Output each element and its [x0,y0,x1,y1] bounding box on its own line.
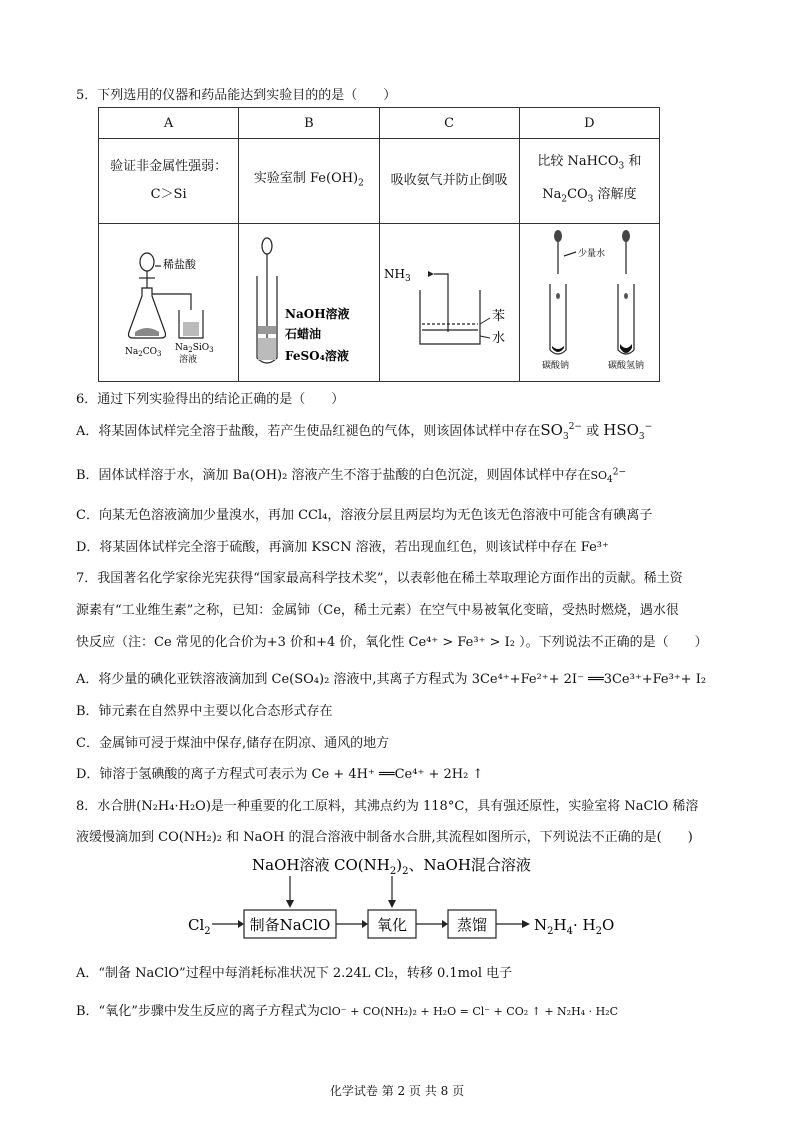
sulfite-ion: $SO_3^{2-}$ [540,421,582,442]
aim-a-line1: 验证非金属性强弱： [110,159,228,174]
q8-line2: 液缓慢滴加到 CO(NH₂)₂ 和 NaOH 的混合溶液中制备水合肼,其流程如图所示，下列说法不正确的是( ) [76,830,693,845]
col-header-d: D [519,108,659,139]
apparatus-c-figure [380,226,520,376]
aim-a-line2: C＞Si [150,187,187,202]
bisulfite-ion: $HSO_3^-$ [603,421,653,442]
sodium-silicate-label: $Na_2SiO_3$ [175,342,214,354]
col-header-a: A [99,108,239,139]
benzene-label: 苯 [491,308,505,324]
naoh-label: NaOH溶液 [285,306,350,321]
ammonia-label: $NH_3$ [383,266,411,284]
figure-a-cell [99,224,239,382]
q8-option-b-equation: ClO⁻ + CO(NH₂)₂ + H₂O = Cl⁻ + CO₂ ↑ + N₂H₄ · H₂C [319,1005,618,1018]
flow-product: $N_2H_4\cdot H_2O$ [534,916,615,937]
q6-option-d: D．将某固体试样完全溶于硫酸，再滴加 KSCN 溶液，若出现血红色，则该试样中存在 Fe³⁺ [76,540,609,555]
col-header-c: C [379,108,519,139]
apparatus-d-figure [520,226,660,376]
figure-b-cell [239,224,379,382]
flow-label-prepare-naclo: 制备NaClO [249,916,331,934]
q8-line1: 8．水合肼(N₂H₄·H₂O)是一种重要的化工原料，其沸点约为 118°C，具有强还原性，实验室将 NaClO 稀溶 [76,799,699,814]
q7-option-d: D．铈溶于氢碘酸的离子方程式可表示为 Ce + 4H⁺ ══Ce⁴⁺ + 2H₂ ↑ [76,767,484,782]
flow-mixed-input: $CO(NH_2)_2$、NaOH混合溶液 [334,856,531,877]
q7-option-a: A．将少量的碘化亚铁溶液滴加到 Ce(SO₄)₂ 溶液中,其离子方程式为 3Ce⁴⁺+Fe²⁺+ 2I⁻ ══3Ce³⁺+Fe³⁺+ I₂ [76,672,707,687]
q6-option-b: B．固体试样溶于水，滴加 Ba(OH)₂ 溶液产生不溶于盐酸的白色沉淀，则固体试样中存在$SO_4^{2-}$ [76,467,627,486]
sodium-carbonate-label: $Na_2CO_3$ [125,346,162,358]
figure-d-cell [519,224,659,382]
aim-d-line1: 比较 NaHCO$_3$ 和 [537,154,642,172]
q7-line1: 7．我国著名化学家徐光宪获得“国家最高科学技术奖”，以表彰他在稀土萃取理论方面作出的贡献。稀土资 [76,571,683,586]
figure-c-cell [379,224,519,382]
sodium-bicarbonate-tube-label: 碳酸氢钠 [607,360,644,371]
aim-b: 实验室制 $Fe(OH)_2$ [239,139,379,224]
sodium-carbonate-tube-label: 碳酸钠 [541,360,569,371]
sulfate-ion: $SO_4^{2-}$ [590,467,627,486]
q7-option-c: C．金属铈可浸于煤油中保存,储存在阴凉、通风的地方 [76,736,390,751]
q7-line3: 快反应（注：Ce 常见的化合价为+3 价和+4 价，氧化性 Ce⁴⁺ > Fe³⁺ > I₂ ）。下列说法不正确的是（ ） [76,635,708,650]
acid-label: 稀盐酸 [163,257,196,271]
apparatus-a-figure [99,226,239,376]
flow-label-distillation: 蒸馏 [456,916,488,934]
flow-label-oxidation: 氧化 [376,916,408,934]
aim-d [519,139,659,224]
flow-chlorine: $Cl_2$ [188,916,211,937]
water-label: 水 [491,330,505,346]
q6-option-c: C．向某无色溶液滴加少量溴水，再加 CCl₄，溶液分层且两层均为无色该无色溶液中可能含有碘离子 [76,508,653,523]
q6-stem: 6．通过下列实验得出的结论正确的是（ ） [76,392,345,407]
apparatus-b-figure [239,226,379,376]
q7-option-b: B．铈元素在自然界中主要以化合态形式存在 [76,704,333,719]
aim-d-line2: $Na_2CO_3$ 溶解度 [542,187,637,205]
paraffin-label: 石蜡油 [285,326,322,341]
aim-a [99,139,239,224]
q8-option-b: B．“氧化”步骤中发生反应的离子方程式为ClO⁻ + CO(NH₂)₂ + H₂O = Cl⁻ + CO₂ ↑ + N₂H₄ · H₂C [76,1004,618,1019]
aim-c: 吸收氨气并防止倒吸 [379,139,519,224]
solution-label-a: 溶液 [179,354,198,365]
col-header-b: B [239,108,379,139]
page-footer: 化学试卷 第 2 页 共 8 页 [329,1084,465,1098]
q6-option-a: A．将某固体试样完全溶于盐酸，若产生使品红褪色的气体，则该固体试样中存在$SO_3^{2-}$ 或 $HSO_3^-$ [76,421,653,442]
feso4-label: FeSO₄溶液 [285,348,350,363]
q7-line2: 源素有“工业维生素”之称，已知：金属铈（Ce，稀土元素）在空气中易被氧化变暗，受热时燃烧，遇水很 [76,603,679,618]
q8-flow-diagram [180,850,620,940]
q5-table [98,107,660,382]
little-water-label: 少量水 [577,248,605,259]
q8-option-a: A．“制备 NaClO”过程中每消耗标准状况下 2.24L Cl₂，转移 0.1mol 电子 [76,966,513,981]
q5-stem: 5．下列选用的仪器和药品能达到实验目的的是（ ） [76,88,397,103]
flow-naoh-input: NaOH溶液 [252,856,330,874]
